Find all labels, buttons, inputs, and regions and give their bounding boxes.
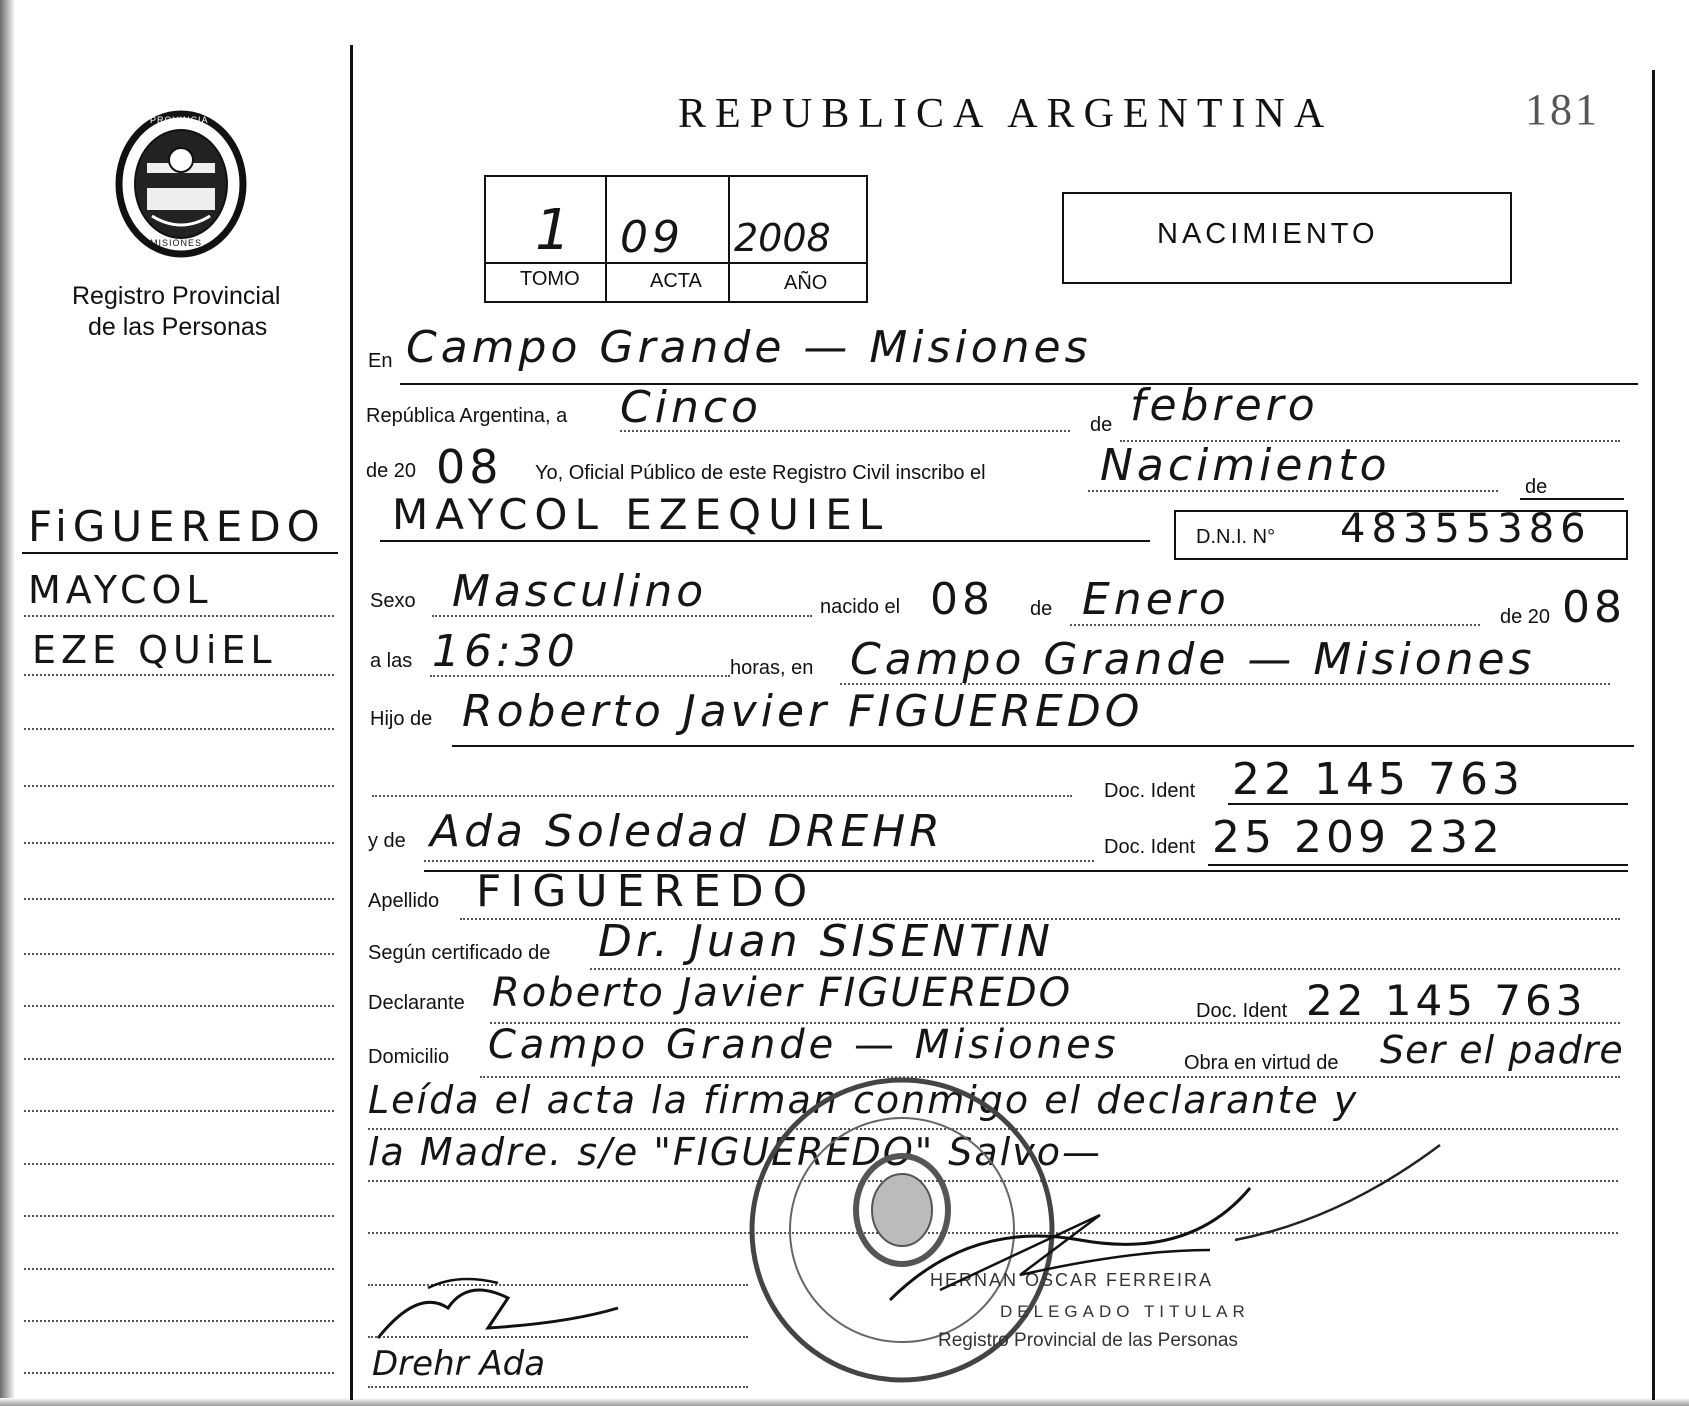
padre-doc: 22 145 763: [1232, 754, 1524, 805]
margin-rule: [24, 1058, 334, 1060]
rule-nacido-month: [1070, 624, 1480, 626]
margin-surname: FiGUEREDO: [28, 502, 326, 551]
rule-blank: [368, 1386, 748, 1388]
de-label-name: de: [1525, 476, 1548, 498]
year-value: 08: [436, 440, 503, 494]
rule-lugar: [840, 683, 1610, 685]
page-number: 181: [1525, 85, 1600, 134]
margin-rule: [22, 552, 338, 554]
registry-name-line1: Registro Provincial: [72, 282, 281, 310]
day-value: Cinco: [620, 382, 762, 433]
margin-rule: [24, 1215, 334, 1217]
dni-label: D.N.I. N°: [1196, 526, 1276, 548]
doc-label-padre: Doc. Ident: [1104, 780, 1196, 802]
declarant-signature: [368, 1268, 628, 1348]
declarante-doc: 22 145 763: [1306, 976, 1587, 1025]
rule-madre: [424, 860, 1094, 862]
de-label-nacido: de: [1030, 598, 1053, 620]
certificado-value: Dr. Juan SISENTIN: [598, 916, 1054, 967]
year2-prefix: de 20: [1500, 606, 1551, 628]
dni-value: 48355386: [1340, 506, 1592, 552]
sexo-label: Sexo: [370, 590, 416, 612]
margin-rule: [24, 785, 334, 787]
domicilio-value: Campo Grande — Misiones: [488, 1022, 1120, 1068]
mother-signature: Drehr Ada: [372, 1344, 546, 1384]
act-type: NACIMIENTO: [1157, 218, 1379, 250]
obra-label: Obra en virtud de: [1184, 1052, 1339, 1074]
registry-name-line2: de las Personas: [88, 313, 268, 341]
margin-rule: [24, 898, 334, 900]
margin-rule: [24, 1005, 334, 1007]
sexo-value: Masculino: [452, 566, 708, 617]
nota-line1: Leída el acta la firman conmigo el declarante y: [368, 1078, 1359, 1122]
hora-value: 16:30: [432, 626, 579, 677]
segun-label: Según certificado de: [368, 942, 551, 964]
horas-label: horas, en: [730, 657, 814, 679]
doc-label-madre: Doc. Ident: [1104, 836, 1196, 858]
ano-label: AÑO: [784, 272, 828, 294]
closing-stroke: [1230, 1140, 1450, 1250]
rule-padre: [452, 745, 1634, 747]
en-value: Campo Grande — Misiones: [406, 322, 1092, 373]
scan-edge-shadow: [0, 0, 14, 1406]
rule-day: [620, 430, 1070, 432]
nacido-day: 08: [930, 574, 994, 625]
madre-doc: 25 209 232: [1212, 812, 1504, 863]
nacido-label: nacido el: [820, 596, 901, 618]
official-signature: [880, 1180, 1260, 1310]
margin-name-2: EZE QUiEL: [32, 628, 277, 672]
declarante-value: Roberto Javier FIGUEREDO: [492, 970, 1073, 1016]
country-title: REPUBLICA ARGENTINA: [678, 91, 1334, 137]
lugar-value: Campo Grande — Misiones: [850, 634, 1536, 685]
ano-value: 2008: [734, 216, 831, 260]
madre-value: Ada Soledad DREHR: [430, 806, 944, 857]
domicilio-label: Domicilio: [368, 1046, 450, 1068]
margin-rule: [24, 953, 334, 955]
margin-rule: [24, 1320, 334, 1322]
column-divider: [350, 45, 353, 1400]
margin-rule: [24, 728, 334, 730]
rule-en: [400, 383, 1638, 385]
nacido-month: Enero: [1082, 574, 1230, 625]
rule-madre-doc: [1208, 864, 1628, 866]
yde-label: y de: [368, 830, 406, 852]
rule-padre-extra: [372, 795, 1072, 797]
margin-rule: [24, 1110, 334, 1112]
official-office: Registro Provincial de las Personas: [938, 1330, 1238, 1351]
margin-rule: [24, 615, 334, 617]
month-value: febrero: [1130, 380, 1319, 431]
obra-value: Ser el padre: [1380, 1028, 1624, 1072]
margin-rule: [24, 1268, 334, 1270]
tomo-label: TOMO: [520, 268, 580, 290]
right-border: [1652, 70, 1655, 1400]
hijo-label: Hijo de: [370, 708, 433, 730]
apellido-label: Apellido: [368, 890, 440, 912]
seal-text-top: PROVINCIA: [150, 115, 209, 125]
record-box-divider: [728, 175, 730, 301]
rule-inscribo: [1088, 490, 1498, 492]
alas-label: a las: [370, 650, 413, 672]
record-box-divider: [605, 175, 607, 301]
margin-rule: [24, 1372, 334, 1374]
acta-value: 09: [620, 212, 684, 263]
official-name: HERNAN OSCAR FERREIRA: [930, 1270, 1214, 1290]
en-label: En: [368, 350, 393, 372]
declarante-label: Declarante: [368, 992, 465, 1014]
padre-value: Roberto Javier FIGUEREDO: [462, 686, 1144, 737]
rule-hora: [430, 675, 730, 677]
margin-rule: [24, 1163, 334, 1165]
rule-sexo: [432, 615, 812, 617]
rep-label: República Argentina, a: [366, 405, 568, 427]
rule-name: [380, 540, 1150, 542]
official-role: DELEGADO TITULAR: [1000, 1302, 1250, 1321]
inscribo-value: Nacimiento: [1100, 440, 1391, 491]
seal-text-bottom: MISIONES: [150, 238, 203, 248]
year-prefix: de 20: [366, 460, 417, 482]
nacido-year: 08: [1562, 582, 1626, 633]
rule-de: [1520, 498, 1624, 500]
margin-rule: [24, 842, 334, 844]
rule-padre-doc: [1228, 803, 1628, 805]
doc-label-declarante: Doc. Ident: [1196, 1000, 1288, 1022]
official-text: Yo, Oficial Público de este Registro Civil inscribo el: [535, 462, 986, 484]
nota-line2: la Madre. s/e "FIGUEREDO" Salvo—: [368, 1130, 1102, 1174]
de-label-month: de: [1090, 414, 1113, 436]
margin-name-1: MAYCOL: [28, 568, 213, 612]
name-value: MAYCOL EZEQUIEL: [392, 490, 890, 539]
margin-rule: [24, 674, 334, 676]
acta-label: ACTA: [650, 270, 702, 292]
apellido-value: FIGUEREDO: [476, 866, 817, 917]
tomo-value: 1: [535, 198, 575, 263]
